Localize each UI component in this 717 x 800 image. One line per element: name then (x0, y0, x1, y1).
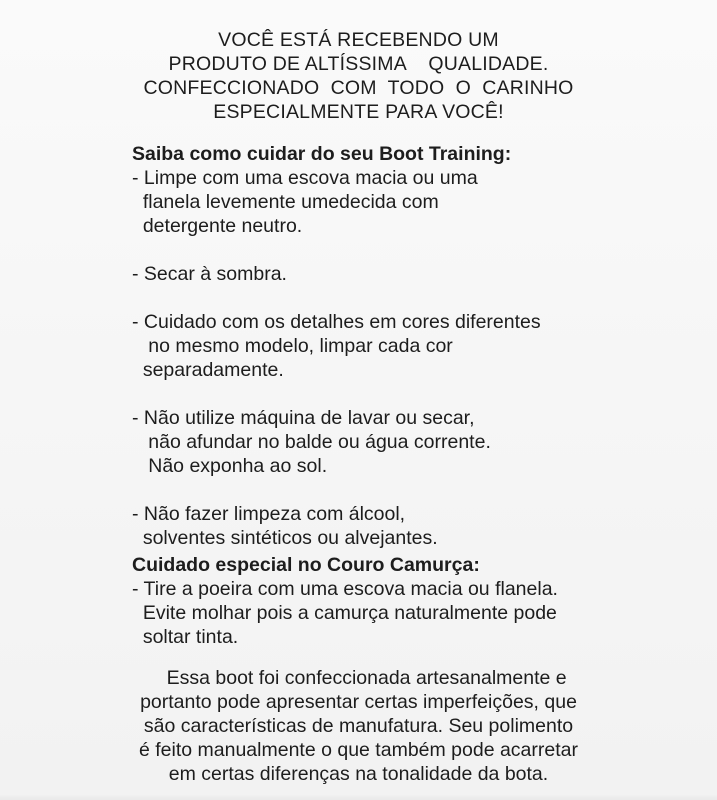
care-item-line: separadamente. (132, 359, 284, 381)
bottom-edge-shadow (0, 794, 717, 800)
care-item-chemicals (132, 502, 692, 550)
care-item-line: solventes sintéticos ou alvejantes. (132, 527, 438, 549)
closing-line: portanto pode apresentar certas imperfeições, que (140, 691, 577, 713)
care-item-line: - Não fazer limpeza com álcool, (132, 503, 406, 525)
closing-line: em certas diferenças na tonalidade da bota. (168, 763, 549, 785)
care-section (132, 142, 692, 550)
header-line: CONFECCIONADO COM TODO O CARINHO (143, 77, 574, 99)
care-item-washing (132, 406, 692, 478)
care-section-title: Saiba como cuidar do seu Boot Training: (132, 143, 512, 165)
care-item-line: Não exponha ao sol. (132, 455, 328, 477)
care-item-line: - Secar à sombra. (132, 263, 287, 285)
care-item-line: - Limpe com uma escova macia ou uma (132, 167, 478, 189)
header-line: PRODUTO DE ALTÍSSIMA QUALIDADE. (168, 53, 549, 75)
suede-item-line: - Tire a poeira com uma escova macia ou flanela. (132, 578, 558, 600)
suede-section-title: Cuidado especial no Couro Camurça: (132, 554, 480, 576)
header-line: ESPECIALMENTE PARA VOCÊ! (213, 101, 504, 123)
suede-item-line: soltar tinta. (132, 626, 239, 648)
suede-section (132, 553, 692, 649)
care-item-line: detergente neutro. (132, 215, 303, 237)
closing-line: é feito manualmente o que também pode acarretar (138, 739, 578, 761)
closing-paragraph (0, 666, 717, 786)
header-line: VOCÊ ESTÁ RECEBENDO UM (218, 29, 499, 51)
suede-item-line: Evite molhar pois a camurça naturalmente pode (132, 602, 557, 624)
care-item-line: - Cuidado com os detalhes em cores diferentes (132, 311, 541, 333)
closing-line: Essa boot foi confeccionada artesanalmente e (150, 667, 567, 689)
care-item-line: não afundar no balde ou água corrente. (132, 431, 491, 453)
care-item-line: - Não utilize máquina de lavar ou secar, (132, 407, 475, 429)
care-item-line: no mesmo modelo, limpar cada cor (132, 335, 453, 357)
closing-line: são características de manufatura. Seu polimento (143, 715, 574, 737)
care-item-colors (132, 310, 692, 382)
suede-item (132, 577, 692, 649)
header-message (0, 28, 717, 124)
care-item-drying (132, 262, 692, 286)
care-item-cleaning (132, 166, 692, 238)
care-item-line: flanela levemente umedecida com (132, 191, 439, 213)
